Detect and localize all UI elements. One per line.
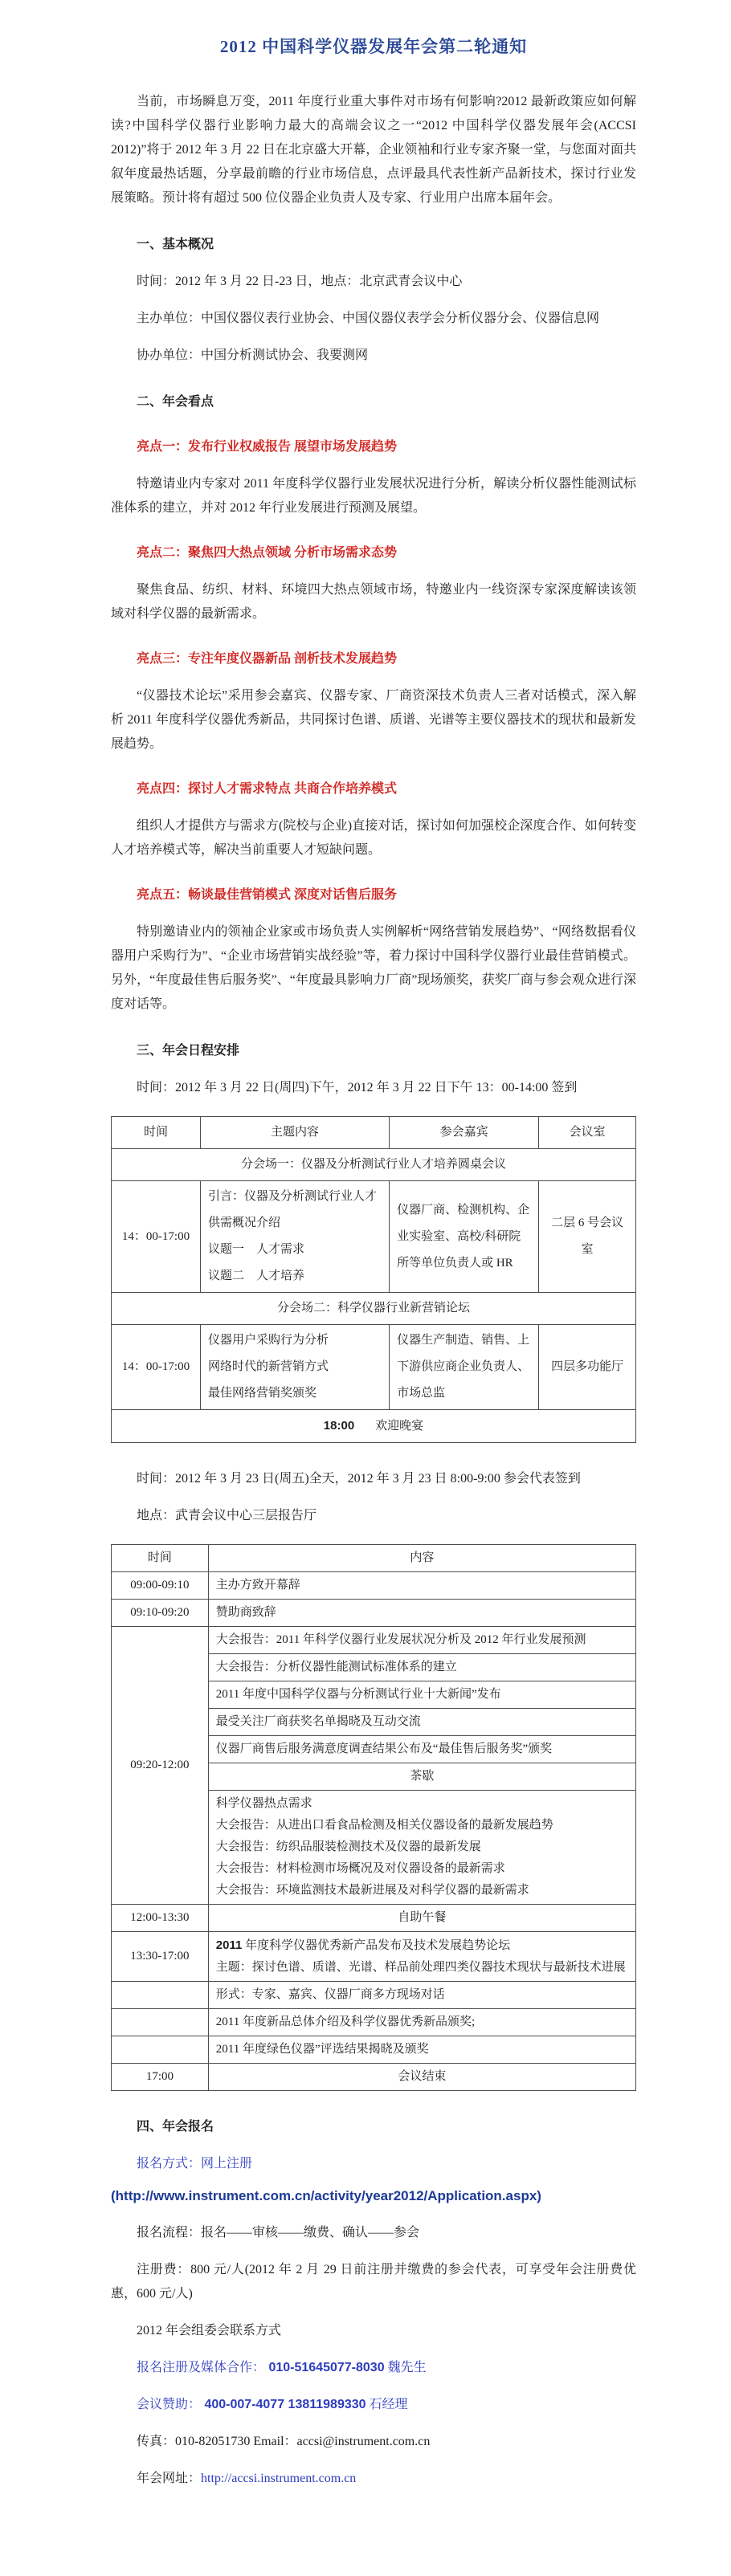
hotspot-line: 大会报告：纺织品服装检测技术及仪器的最新发展 — [215, 1840, 481, 1853]
website-line — [111, 2467, 636, 2491]
highlight-4-title: 亮点四：探讨人才需求特点 共商合作培养模式 — [137, 782, 398, 796]
table-row — [112, 2064, 636, 2091]
dinner-label: 欢迎晚宴 — [375, 1420, 424, 1433]
registration-fee-paragraph: 注册费：800 元/人(2012 年 2 月 29 日前注册并缴费的参会代表，可享受年会注册费优惠，600 元/人) — [111, 2263, 636, 2301]
header-cell-time: 时间 — [112, 1545, 209, 1572]
row-content: 仪器厂商售后服务满意度调查结果公布及“最佳售后服务奖”颁奖 — [208, 1736, 635, 1763]
session1-guests: 仪器厂商、检测机构、企业实验室、高校/科研院所等单位负责人或 HR — [390, 1181, 539, 1293]
row-content: 2011 年度绿色仪器”评选结果揭晓及颁奖 — [208, 2036, 635, 2064]
row-time-empty — [112, 2009, 209, 2036]
schedule-day2-place-line: 地点：武青会议中心三层报告厅 — [137, 1509, 317, 1522]
section-heading-highlights: 二、年会看点 — [137, 395, 214, 409]
session2-title-row — [112, 1293, 636, 1325]
contact-registration-phone: 010-51645077-8030 — [265, 2361, 385, 2374]
highlight-2-title: 亮点二：聚焦四大热点领域 分析市场需求态势 — [137, 546, 398, 560]
intro-paragraph: 当前，市场瞬息万变，2011 年度行业重大事件对市场有何影响?2012 最新政策应如何解读?中国科学仪器行业影响力最大的高端会议之一“2012 中国科学仪器发展年会(ACCSI 2012)”将于 2012 年 3 月 22 日在北京盛大开幕，企业领袖和行业专家齐聚一堂，与您面对面共叙年度最热话题，分享最前瞻的行业市场信息，点评最具代表性新产品新技术，探讨行业发展策略。预计将有超过 500 位仪器企业负责人及专家、行业用户出席本届年会。 — [111, 95, 636, 205]
day2-schedule-table — [111, 1544, 636, 2091]
row-content: 2011 年度新品总体介绍及科学仪器优秀新品颁奖; — [208, 2009, 635, 2036]
website-url-link[interactable]: http://accsi.instrument.com.cn — [201, 2472, 357, 2485]
section-heading-overview: 一、基本概况 — [137, 238, 214, 251]
section-heading-registration: 四、年会报名 — [137, 2120, 214, 2134]
header-cell-guests: 参会嘉宾 — [390, 1117, 539, 1149]
highlight-1-body: 特邀请业内专家对 2011 年度科学仪器行业发展状况进行分析，解读分析仪器性能测试标准体系的建立，并对 2012 年行业发展进行预测及展望。 — [111, 477, 636, 515]
highlight-4-body: 组织人才提供方与需求方(院校与企业)直接对话，探讨如何加强校企深度合作、如何转变人才培养模式等，解决当前重要人才短缺问题。 — [111, 819, 636, 857]
highlight-1-title: 亮点一：发布行业权威报告 展望市场发展趋势 — [137, 440, 398, 454]
row-content: 形式：专家、嘉宾、仪器厂商多方现场对话 — [208, 1982, 635, 2009]
schedule-day2-time-line: 时间：2012 年 3 月 23 日(周五)全天，2012 年 3 月 23 日 8:00-9:00 参会代表签到 — [137, 1472, 581, 1486]
header-cell-topic: 主题内容 — [201, 1117, 390, 1149]
row-time-empty — [112, 2036, 209, 2064]
row-time-empty — [112, 1982, 209, 2009]
contact-sponsor-line — [111, 2393, 636, 2417]
highlight-3-body: “仪器技术论坛”采用参会嘉宾、仪器专家、厂商资深技术负责人三者对话模式，深入解析 2011 年度科学仪器优秀新品，共同探讨色谱、质谱、光谱等主要仪器技术的现状和最新发展趋势。 — [111, 689, 636, 751]
overview-host-line: 主办单位：中国仪器仪表行业协会、中国仪器仪表学会分析仪器分会、仪器信息网 — [137, 312, 600, 325]
table-row — [112, 1982, 636, 2009]
row-content: 大会报告：2011 年科学仪器行业发展状况分析及 2012 年行业发展预测 — [208, 1627, 635, 1654]
dinner-time: 18:00 — [323, 1419, 355, 1433]
session1-topic-line: 议题二 人才培养 — [208, 1270, 305, 1282]
row-time-morning-block: 09:20-12:00 — [112, 1627, 209, 1905]
hotspot-cell — [208, 1791, 635, 1905]
row-content: 赞助商致辞 — [208, 1600, 635, 1627]
row-time: 12:00-13:30 — [112, 1905, 209, 1932]
day1-schedule-table — [111, 1116, 636, 1443]
session1-row — [112, 1181, 636, 1293]
contact-sponsor-phone: 400-007-4077 13811989330 — [201, 2398, 366, 2411]
hotspot-line: 科学仪器热点需求 — [215, 1797, 312, 1810]
lunch-cell: 自助午餐 — [208, 1905, 635, 1932]
row-content: 主办方致开幕辞 — [208, 1572, 635, 1600]
session2-topic-line: 最佳网络营销奖颁奖 — [208, 1387, 317, 1400]
closing-cell: 会议结束 — [208, 2064, 635, 2091]
tea-break-cell: 茶歇 — [208, 1763, 635, 1791]
website-label: 年会网址： — [137, 2472, 202, 2485]
table-row — [112, 2036, 636, 2064]
forum-topic-line: 主题：探讨色谱、质谱、光谱、样品前处理四类仪器技术现状与最新技术进展 — [215, 1961, 626, 1974]
row-content: 大会报告：分析仪器性能测试标准体系的建立 — [208, 1654, 635, 1681]
fax-email-line: 传真：010-82051730 Email：accsi@instrument.com.cn — [137, 2435, 431, 2448]
session2-topics — [201, 1325, 390, 1410]
highlight-2-body: 聚焦食品、纺织、材料、环境四大热点领域市场，特邀业内一线资深专家深度解读该领域对科学仪器的最新需求。 — [111, 583, 636, 621]
overview-cohost-line: 协办单位：中国分析测试协会、我要测网 — [137, 348, 369, 362]
session2-title: 分会场二：科学仪器行业新营销论坛 — [112, 1293, 636, 1325]
table-header-row — [112, 1117, 636, 1149]
header-cell-room: 会议室 — [539, 1117, 636, 1149]
dinner-cell — [112, 1410, 636, 1443]
overview-time-line: 时间：2012 年 3 月 22 日-23 日，地点：北京武青会议中心 — [137, 275, 463, 288]
session1-room: 二层 6 号会议室 — [539, 1181, 636, 1293]
session2-row — [112, 1325, 636, 1410]
session1-time: 14：00-17:00 — [112, 1181, 201, 1293]
hotspot-line: 大会报告：材料检测市场概况及对仪器设备的最新需求 — [215, 1862, 505, 1875]
registration-url-link[interactable]: (http://www.instrument.com.cn/activity/year2012/Application.aspx) — [111, 2188, 541, 2203]
highlight-3-title: 亮点三：专注年度仪器新品 剖析技术发展趋势 — [137, 652, 398, 666]
table-row — [112, 2009, 636, 2036]
row-time: 17:00 — [112, 2064, 209, 2091]
session1-topic-line: 议题一 人才需求 — [208, 1243, 305, 1256]
row-content: 2011 年度中国科学仪器与分析测试行业十大新闻”发布 — [208, 1681, 635, 1709]
session2-topic-line: 网络时代的新营销方式 — [208, 1360, 329, 1373]
forum-cell — [208, 1932, 635, 1982]
hotspot-line: 大会报告：环境监测技术最新进展及对科学仪器的最新需求 — [215, 1884, 529, 1897]
contact-sponsor-person: 石经理 — [366, 2398, 408, 2411]
contact-registration-line — [111, 2356, 636, 2380]
session2-guests: 仪器生产制造、销售、上下游供应商企业负责人、市场总监 — [390, 1325, 539, 1410]
session1-topic-line: 引言：仪器及分析测试行业人才供需概况介绍 — [208, 1190, 378, 1229]
highlight-5-title: 亮点五：畅谈最佳营销模式 深度对话售后服务 — [137, 888, 398, 902]
section-heading-schedule: 三、年会日程安排 — [137, 1044, 240, 1058]
header-cell-time: 时间 — [112, 1117, 201, 1149]
session2-topic-line: 仪器用户采购行为分析 — [208, 1334, 329, 1347]
contact-registration-person: 魏先生 — [384, 2361, 427, 2374]
page-title: 2012 中国科学仪器发展年会第二轮通知 — [219, 37, 528, 56]
registration-process-line: 报名流程：报名——审核——缴费、确认——参会 — [137, 2226, 420, 2240]
session2-time: 14：00-17:00 — [112, 1325, 201, 1410]
forum-title-line — [216, 1934, 628, 1957]
row-time: 13:30-17:00 — [112, 1932, 209, 1982]
forum-title-rest: 年度科学仪器优秀新产品发布及技术发展趋势论坛 — [242, 1939, 511, 1952]
session2-room: 四层多功能厅 — [539, 1325, 636, 1410]
dinner-row — [112, 1410, 636, 1443]
committee-contact-heading: 2012 年会组委会联系方式 — [137, 2324, 282, 2338]
header-cell-content: 内容 — [208, 1545, 635, 1572]
table-row — [112, 1905, 636, 1932]
table-row — [112, 1932, 636, 1982]
table-row — [112, 1627, 636, 1654]
session1-title: 分会场一：仪器及分析测试行业人才培养圆桌会议 — [112, 1149, 636, 1181]
hotspot-line: 大会报告：从进出口看食品检测及相关仪器设备的最新发展趋势 — [215, 1819, 553, 1832]
schedule-day1-time-line: 时间：2012 年 3 月 22 日(周四)下午，2012 年 3 月 22 日下午 13：00-14:00 签到 — [137, 1081, 578, 1094]
table-row — [112, 1572, 636, 1600]
session1-topics — [201, 1181, 390, 1293]
session1-title-row — [112, 1149, 636, 1181]
row-time: 09:00-09:10 — [112, 1572, 209, 1600]
row-content: 最受关注厂商获奖名单揭晓及互动交流 — [208, 1709, 635, 1736]
highlight-5-body: 特别邀请业内的领袖企业家或市场负责人实例解析“网络营销发展趋势”、“网络数据看仪器用户采购行为”、“企业市场营销实战经验”等，着力探讨中国科学仪器行业最佳营销模式。另外，“年度最佳售后服务奖”、“年度最具影响力厂商”现场颁奖，获奖厂商与参会观众进行深度对话等。 — [111, 925, 636, 1011]
forum-year: 2011 — [215, 1938, 243, 1952]
table-header-row — [112, 1545, 636, 1572]
contact-registration-label: 报名注册及媒体合作： — [137, 2361, 266, 2374]
contact-sponsor-label: 会议赞助： — [137, 2398, 202, 2411]
row-time: 09:10-09:20 — [112, 1600, 209, 1627]
registration-method-line: 报名方式：网上注册 — [137, 2157, 253, 2170]
table-row — [112, 1600, 636, 1627]
